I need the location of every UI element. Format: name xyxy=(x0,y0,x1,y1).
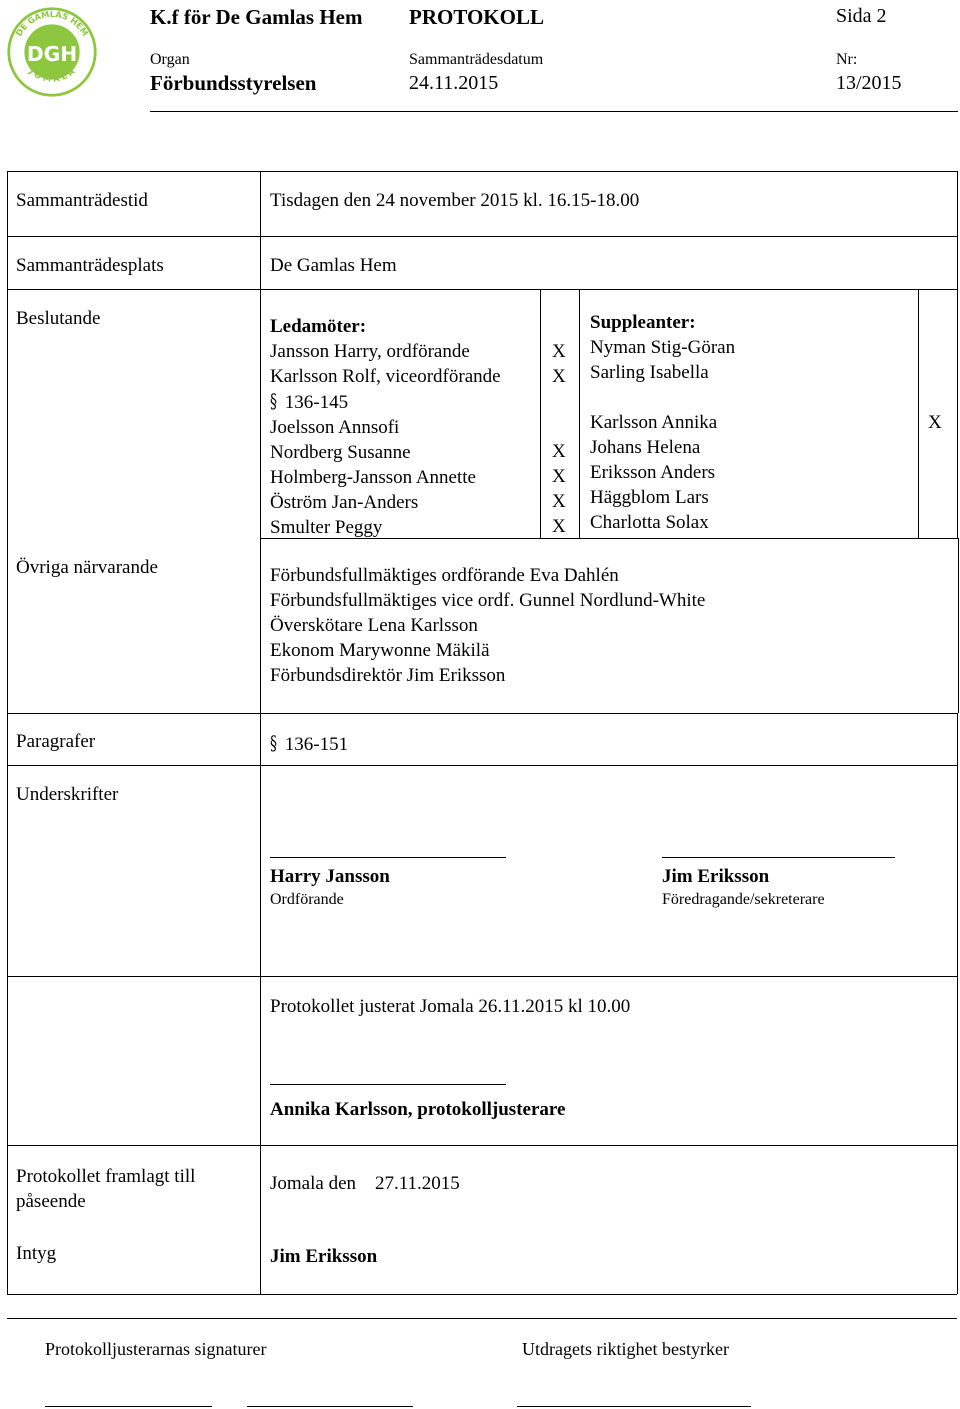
signature-line xyxy=(517,1406,751,1407)
table-border-top xyxy=(7,171,957,172)
others-present-label: Övriga närvarande xyxy=(16,557,158,578)
table-border-bottom xyxy=(7,1294,957,1295)
member-paragraph-range xyxy=(270,389,501,415)
list-item: Ekonom Marywonne Mäkilä xyxy=(270,640,490,661)
row-divider xyxy=(7,713,958,714)
paragraphs-label: Paragrafer xyxy=(16,731,96,752)
attendance-mark: X xyxy=(552,491,566,512)
substitute-name: Charlotta Solax xyxy=(590,512,709,533)
substitutes-list xyxy=(590,310,735,535)
list-item: Förbundsdirektör Jim Eriksson xyxy=(270,665,506,686)
svg-text:DGH: DGH xyxy=(26,42,78,67)
adjusted-statement: Protokollet justerat Jomala 26.11.2015 kl 10.00 xyxy=(270,996,631,1017)
list-item: Överskötare Lena Karlsson xyxy=(270,615,478,636)
substitute-name: Johans Helena xyxy=(590,437,701,458)
signature-line xyxy=(270,857,506,858)
attendance-mark: X xyxy=(552,366,566,387)
member-name: Öström Jan-Anders xyxy=(270,492,419,513)
certify-value: Jim Eriksson xyxy=(270,1246,378,1267)
substitute-name: Häggblom Lars xyxy=(590,487,709,508)
substitute-name: Eriksson Anders xyxy=(590,462,716,483)
substitutes-heading: Suppleanter: xyxy=(590,312,696,333)
adjuster-name: Annika Karlsson, protokolljusterare xyxy=(270,1099,566,1120)
table-border-right xyxy=(957,171,958,538)
meeting-place-label: Sammanträdesplats xyxy=(16,255,164,276)
nr-label: Nr: xyxy=(836,51,858,68)
row-divider xyxy=(7,289,957,290)
row-divider xyxy=(7,765,957,766)
footer-rule xyxy=(7,1318,957,1319)
signatures-label: Underskrifter xyxy=(16,784,119,805)
nr-value: 13/2015 xyxy=(836,72,902,94)
section-sign: § xyxy=(270,731,277,755)
others-present-list xyxy=(270,563,705,688)
signer-role: Föredragande/sekreterare xyxy=(662,891,825,908)
signer-role: Ordförande xyxy=(270,891,344,908)
attendance-mark xyxy=(552,389,566,414)
substitute-name: Sarling Isabella xyxy=(590,362,709,383)
document-type: PROTOKOLL xyxy=(409,5,544,29)
meeting-time-label: Sammanträdestid xyxy=(16,190,148,211)
substitute-name: Karlsson Annika xyxy=(590,412,718,433)
member-name: Karlsson Rolf, viceordförande xyxy=(270,366,501,387)
members-heading: Ledamöter: xyxy=(270,316,367,337)
svg-text:J O M A L A: J O M A L A xyxy=(27,66,77,84)
header-rule xyxy=(150,111,958,112)
organ-value: Förbundsstyrelsen xyxy=(150,71,317,95)
list-item: Förbundsfullmäktiges vice ordf. Gunnel Nordlund-White xyxy=(270,590,706,611)
extract-certification-label: Utdragets riktighet bestyrker xyxy=(522,1339,729,1359)
page-number: Sida 2 xyxy=(836,5,887,27)
certify-label: Intyg xyxy=(16,1243,57,1264)
column-divider xyxy=(918,289,919,538)
list-spacer xyxy=(590,385,735,410)
signature-line xyxy=(270,1084,506,1085)
deciding-label: Beslutande xyxy=(16,308,101,329)
member-attendance-marks xyxy=(552,339,566,539)
adjusters-signatures-label: Protokolljusterarnas signaturer xyxy=(45,1339,267,1359)
column-divider xyxy=(260,171,261,1294)
table-border-left xyxy=(7,171,8,1294)
list-item: Förbundsfullmäktiges ordförande Eva Dahlén xyxy=(270,565,619,586)
member-name: Smulter Peggy xyxy=(270,517,383,538)
displayed-label: Protokollet framlagt till påseende xyxy=(16,1166,196,1212)
paragraphs-value: § 136-151 xyxy=(270,731,349,755)
attendance-mark: X xyxy=(552,516,566,537)
substitute-name: Nyman Stig-Göran xyxy=(590,337,736,358)
signature-line xyxy=(247,1406,413,1407)
date-value: 24.11.2015 xyxy=(409,72,499,94)
row-divider xyxy=(7,236,957,237)
member-name: Joelsson Annsofi xyxy=(270,417,400,438)
attendance-mark: X xyxy=(552,466,566,487)
column-divider xyxy=(579,289,580,538)
column-divider xyxy=(540,289,541,538)
attendance-mark: X xyxy=(552,441,566,462)
meeting-time-value: Tisdagen den 24 november 2015 kl. 16.15-18.00 xyxy=(270,190,640,211)
substitute-attendance-mark: X xyxy=(928,412,942,433)
signature-line xyxy=(662,857,895,858)
displayed-value: Jomala den 27.11.2015 xyxy=(270,1173,460,1194)
signer-name: Harry Jansson xyxy=(270,866,390,887)
member-note: 136-145 xyxy=(284,392,349,413)
members-list xyxy=(270,314,501,540)
svg-text:DE GAMLAS HEM: DE GAMLAS HEM xyxy=(13,9,91,38)
signature-line xyxy=(45,1406,212,1407)
meeting-place-value: De Gamlas Hem xyxy=(270,255,397,276)
section-sign: § xyxy=(270,389,277,413)
row-divider xyxy=(7,976,957,977)
date-label: Sammanträdesdatum xyxy=(409,51,544,68)
member-name: Nordberg Susanne xyxy=(270,442,411,463)
table-border-right xyxy=(957,713,958,1294)
attendance-mark xyxy=(552,414,566,439)
organization-name: K.f för De Gamlas Hem xyxy=(150,5,363,29)
de-gamlas-hem-logo xyxy=(6,6,98,98)
attendance-mark: X xyxy=(552,341,566,362)
signer-name: Jim Eriksson xyxy=(662,866,770,887)
member-name: Jansson Harry, ordförande xyxy=(270,341,470,362)
row-divider xyxy=(7,1145,957,1146)
table-border-right xyxy=(958,538,959,713)
organ-label: Organ xyxy=(150,51,190,68)
member-name: Holmberg-Jansson Annette xyxy=(270,467,476,488)
